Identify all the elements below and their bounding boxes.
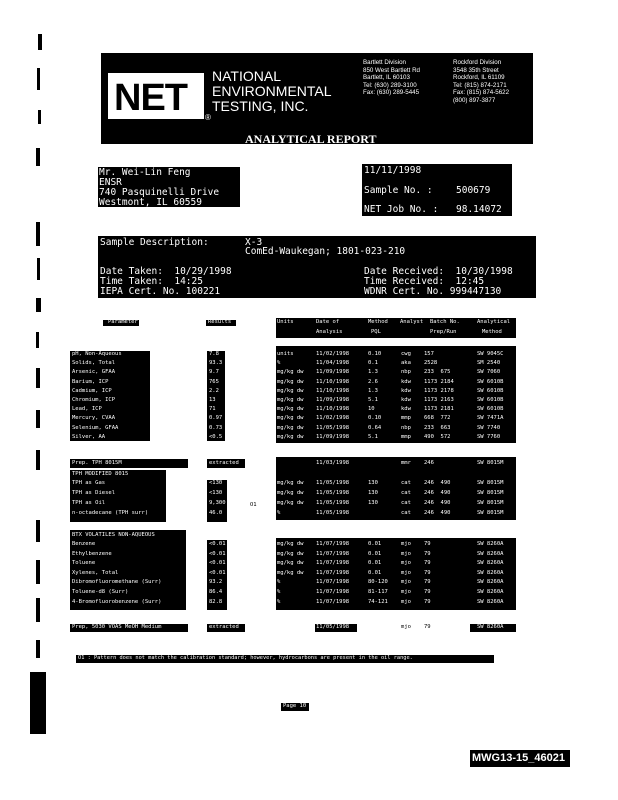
- col-analytical-2: Method: [482, 329, 502, 335]
- letterhead: [101, 53, 533, 144]
- table-cell: mjo: [401, 589, 411, 595]
- table-cell: 11/07/1998: [316, 569, 350, 576]
- table-cell: mg/kg dw: [277, 406, 304, 413]
- table-cell: 11/10/1998: [316, 378, 350, 385]
- table-cell: 0.10: [368, 351, 382, 357]
- table-cell: 2528: [424, 360, 438, 367]
- page-number-box: [281, 703, 309, 711]
- table-cell: 0.1: [368, 360, 378, 367]
- table-cell: 79: [424, 579, 431, 586]
- table-cell: <130: [209, 480, 223, 486]
- table-cell: mg/kg dw: [277, 424, 304, 431]
- table-cell: SW 6010B: [477, 387, 504, 394]
- table-cell: mg/kg dw: [277, 433, 304, 440]
- table-cell: mjo: [401, 560, 411, 567]
- table-cell: Solids, Total: [72, 360, 116, 367]
- table-cell: <130: [209, 490, 223, 496]
- table-cell: units: [277, 351, 294, 357]
- table-cell: 1173 2178: [424, 387, 454, 394]
- col-method: Method: [368, 319, 388, 325]
- table-cell: TPH as Diesel: [72, 490, 116, 496]
- table-cell: SW 8260A: [477, 550, 504, 557]
- table-cell: Prep, 5030 VOAS MeOH Medium: [72, 624, 162, 630]
- page-number: Page 10: [283, 703, 307, 709]
- table-cell: Cadmium, ICP: [72, 387, 112, 394]
- table-cell: Lead, ICP: [72, 406, 102, 413]
- col-batch-2: Prep/Run: [430, 329, 457, 335]
- table-cell: 11/09/1998: [316, 369, 350, 376]
- table-cell: Prep. TPH 8015M: [72, 460, 122, 466]
- table-cell: cat: [401, 510, 411, 516]
- table-cell: 0.73: [209, 424, 223, 431]
- table-cell: 79: [424, 569, 431, 576]
- table-cell: 11/05/1998: [316, 490, 350, 496]
- table-cell: SW 8015M: [477, 500, 504, 506]
- table-cell: Mercury, CVAA: [72, 415, 116, 422]
- table-cell: cwg: [401, 351, 411, 357]
- table-cell: mg/kg dw: [277, 397, 304, 403]
- rockford-division: Rockford Division 3548 35th Street Rockford, IL 61109 Tel: (815) 874-2171 Fax: (815) 874-5622 (800) 897-3877: [453, 59, 510, 104]
- table-cell: kdw: [401, 387, 411, 394]
- footnote-bar: [76, 655, 494, 663]
- table-cell: TPH as Gas: [72, 480, 106, 486]
- net-logo: [108, 73, 204, 119]
- table-cell: 11/09/1998: [316, 397, 350, 403]
- time-received: Time Received: 12:45: [364, 276, 485, 287]
- table-cell: SW 9045C: [477, 351, 504, 357]
- table-cell: SW 7060: [477, 369, 501, 376]
- bartlett-division: Bartlett Division 850 West Bartlett Rd Bartlett, IL 60103 Tel: (630) 289-3100 Fax: (630) 289-5445: [363, 59, 420, 96]
- table-cell: 11/07/1998: [316, 550, 350, 557]
- table-cell: mg/kg dw: [277, 480, 304, 486]
- table-cell: SW 8015M: [477, 490, 504, 496]
- table-cell: 79: [424, 624, 431, 630]
- table-cell: 246 490: [424, 490, 451, 496]
- table-cell: 11/07/1998: [316, 598, 350, 605]
- table-cell: SW 6010B: [477, 406, 504, 413]
- table-cell: 93.3: [209, 360, 223, 367]
- table-cell: 11/10/1998: [316, 406, 350, 413]
- table-cell: kdw: [401, 397, 411, 403]
- table-cell: Dibromofluoromethane (Surr): [72, 579, 162, 586]
- table-cell: Xylenes, Total: [72, 569, 119, 576]
- table-cell: SM 2540: [477, 360, 501, 367]
- table-cell: 11/05/1998: [316, 624, 350, 630]
- table-cell: 11/05/1998: [316, 500, 350, 506]
- job-no: 98.14072: [456, 204, 502, 215]
- table-cell: aka: [401, 360, 411, 367]
- table-cell: 5.1: [368, 397, 378, 403]
- table-cell: 11/07/1998: [316, 589, 350, 595]
- table-cell: TPH as Oil: [72, 500, 106, 506]
- table-cell: Ethylbenzene: [72, 550, 112, 557]
- col-date-2: Analysis: [316, 329, 343, 335]
- time-taken: Time Taken: 14:25: [100, 276, 203, 287]
- table-cell: SW 8015M: [477, 480, 504, 486]
- table-cell: 233 675: [424, 369, 451, 376]
- table-cell: Chromium, ICP: [72, 397, 116, 403]
- table-cell: 74-121: [368, 598, 388, 605]
- voc-group-label: BTX VOLATILES NON-AQUEOUS: [72, 532, 155, 538]
- company-name: NATIONAL ENVIRONMENTAL TESTING, INC.: [212, 68, 332, 114]
- table-cell: 1173 2184: [424, 378, 454, 385]
- table-cell: Barium, ICP: [72, 378, 109, 385]
- table-cell: 11/05/1998: [316, 480, 350, 486]
- col-units: Units: [277, 319, 294, 325]
- table-cell: 5.1: [368, 433, 378, 440]
- table-cell: SW 7740: [477, 424, 501, 431]
- table-cell: SW 8260A: [477, 541, 504, 547]
- table-cell: mg/kg dw: [277, 415, 304, 422]
- table-cell: 1173 2181: [424, 406, 454, 413]
- table-cell: mmp: [401, 415, 411, 422]
- table-cell: nbp: [401, 369, 411, 376]
- table-cell: 157: [424, 351, 434, 357]
- job-no-label: NET Job No. :: [364, 204, 439, 215]
- table-cell: mg/kg dw: [277, 560, 304, 567]
- col-analytical: Analytical: [477, 319, 511, 325]
- table-cell: mjo: [401, 569, 411, 576]
- table-cell: 1.3: [368, 369, 378, 376]
- table-cell: SW 8260A: [477, 589, 504, 595]
- table-cell: 9,300: [209, 500, 226, 506]
- table-cell: SW 8260A: [477, 598, 504, 605]
- table-cell: 11/07/1998: [316, 560, 350, 567]
- table-cell: 0.10: [368, 415, 382, 422]
- table-cell: <0.01: [209, 569, 226, 576]
- table-cell: 79: [424, 598, 431, 605]
- table-cell: 71: [209, 406, 216, 413]
- table-cell: SW 8260A: [477, 560, 504, 567]
- tph-group-label: TPH MODIFIED 8015: [72, 471, 129, 477]
- table-cell: 9.7: [209, 369, 219, 376]
- table-cell: Arsenic, GFAA: [72, 369, 116, 376]
- table-cell: 79: [424, 541, 431, 547]
- table-cell: SW 8260A: [477, 579, 504, 586]
- sample-description-label: Sample Description:: [100, 237, 209, 248]
- col-parameter: Parameter: [108, 319, 138, 325]
- table-cell: 0.97: [209, 415, 223, 422]
- table-cell: 80-120: [368, 579, 388, 586]
- table-cell: 130: [368, 490, 378, 496]
- table-cell: <0.01: [209, 550, 226, 557]
- report-title: ANALYTICAL REPORT: [245, 132, 377, 146]
- table-cell: SW 8015M: [477, 460, 504, 466]
- col-results: Results: [208, 319, 232, 325]
- table-cell: %: [277, 589, 281, 595]
- table-cell: SW 6010B: [477, 397, 504, 403]
- table-cell: 233 663: [424, 424, 451, 431]
- table-cell: mg/kg dw: [277, 369, 304, 376]
- wdnr-cert: WDNR Cert. No. 999447130: [364, 286, 502, 297]
- table-cell: 0.01: [368, 541, 382, 547]
- client-line: Mr. Wei-Lin Feng: [99, 167, 191, 178]
- table-cell: SW 8260A: [477, 624, 504, 630]
- table-cell: 246: [424, 460, 434, 466]
- doc-id-box: [470, 750, 570, 767]
- table-cell: <0.5: [209, 433, 223, 440]
- table-cell: mmp: [401, 433, 411, 440]
- table-cell: %: [277, 579, 281, 586]
- table-cell: 93.2: [209, 579, 223, 586]
- table-cell: 246 490: [424, 510, 451, 516]
- table-cell: 246 490: [424, 480, 451, 486]
- table-cell: mjo: [401, 598, 411, 605]
- table-cell: mmr: [401, 460, 411, 466]
- table-cell: 86.4: [209, 589, 223, 595]
- table-cell: cat: [401, 480, 411, 486]
- sample-description-1: X-3: [245, 237, 263, 248]
- table-cell: mg/kg dw: [277, 378, 304, 385]
- table-cell: Benzene: [72, 541, 96, 547]
- sample-description-2: ComEd-Waukegan; 1801-023-210: [245, 246, 406, 257]
- table-cell: 79: [424, 560, 431, 567]
- table-cell: SW 8260A: [477, 569, 504, 576]
- table-cell: kdw: [401, 406, 411, 413]
- col-batch: Batch No.: [430, 319, 460, 325]
- table-cell: <0.01: [209, 541, 226, 547]
- doc-id: MWG13-15_46021: [472, 752, 565, 764]
- table-cell: 82.8: [209, 598, 223, 605]
- registered-icon: ®: [205, 113, 211, 122]
- table-cell: 11/05/1998: [316, 510, 350, 516]
- table-cell: 81-117: [368, 589, 388, 595]
- table-cell: pH, Non-Aqueous: [72, 351, 122, 357]
- table-cell: 11/07/1998: [316, 579, 350, 586]
- footnote: O1 : Pattern does not match the calibration standard; however, hydrocarbons are present in the oil range.: [78, 655, 413, 661]
- table-cell: 0.64: [368, 424, 382, 431]
- table-cell: kdw: [401, 378, 411, 385]
- table-cell: 11/04/1998: [316, 360, 350, 367]
- table-cell: 0.01: [368, 550, 382, 557]
- table-cell: mg/kg dw: [277, 550, 304, 557]
- table-cell: mjo: [401, 541, 411, 547]
- table-cell: 1.3: [368, 387, 378, 394]
- logo-text: NET: [114, 77, 187, 119]
- table-cell: 668 772: [424, 415, 451, 422]
- client-line: Westmont, IL 60559: [99, 197, 202, 208]
- col-analyst: Analyst: [400, 319, 424, 325]
- client-line: ENSR: [99, 177, 122, 188]
- table-cell: 490 572: [424, 433, 451, 440]
- table-cell: <0.01: [209, 560, 226, 567]
- table-cell: 11/09/1998: [316, 433, 350, 440]
- table-cell: 11/10/1998: [316, 387, 350, 394]
- table-cell: 2.6: [368, 378, 378, 385]
- table-cell: 4-Bromofluorobenzene (Surr): [72, 598, 162, 605]
- table-cell: 0.01: [368, 569, 382, 576]
- date-taken: Date Taken: 10/29/1998: [100, 266, 232, 277]
- iepa-cert: IEPA Cert. No. 100221: [100, 286, 221, 297]
- tph-qualifier: O1: [250, 502, 257, 508]
- table-cell: Silver, AA: [72, 433, 106, 440]
- table-cell: mg/kg dw: [277, 490, 304, 496]
- report-info: [362, 164, 512, 216]
- table-cell: 10: [368, 406, 375, 413]
- table-cell: 13: [209, 397, 216, 403]
- table-cell: 130: [368, 500, 378, 506]
- table-cell: extracted: [209, 624, 239, 630]
- table-cell: n-octadecane (TPH surr): [72, 510, 149, 516]
- table-cell: mg/kg dw: [277, 541, 304, 547]
- table-cell: mg/kg dw: [277, 500, 304, 506]
- table-cell: mg/kg dw: [277, 387, 304, 394]
- table-cell: mg/kg dw: [277, 569, 304, 576]
- table-cell: mjo: [401, 550, 411, 557]
- table-cell: 11/05/1998: [316, 424, 350, 431]
- report-date: 11/11/1998: [364, 165, 422, 176]
- table-cell: nbp: [401, 424, 411, 431]
- table-cell: 11/03/1998: [316, 460, 350, 466]
- table-cell: Selenium, GFAA: [72, 424, 119, 431]
- table-cell: 0.01: [368, 560, 382, 567]
- date-received: Date Received: 10/30/1998: [364, 266, 513, 277]
- table-cell: SW 7471A: [477, 415, 504, 422]
- table-cell: 79: [424, 550, 431, 557]
- sample-no-label: Sample No. :: [364, 185, 433, 196]
- col-pql: PQL: [371, 329, 381, 335]
- table-cell: 11/02/1998: [316, 351, 350, 357]
- table-cell: %: [277, 598, 281, 605]
- table-cell: 46.0: [209, 510, 223, 516]
- table-cell: 130: [368, 480, 378, 486]
- sample-no: 500679: [456, 185, 491, 196]
- table-cell: Toluene-d8 (Surr): [72, 589, 129, 595]
- table-cell: 2.2: [209, 387, 219, 394]
- table-cell: cat: [401, 500, 411, 506]
- table-cell: SW 7760: [477, 433, 501, 440]
- table-cell: 1173 2163: [424, 397, 454, 403]
- client-address: [98, 167, 240, 207]
- table-cell: 7.8: [209, 351, 219, 357]
- sample-block: [98, 236, 536, 298]
- table-cell: mjo: [401, 579, 411, 586]
- table-cell: 11/07/1998: [316, 541, 350, 547]
- table-cell: mjo: [401, 624, 411, 630]
- table-cell: extracted: [209, 460, 239, 466]
- table-cell: %: [277, 510, 281, 516]
- table-cell: %: [277, 360, 281, 367]
- table-cell: 246 490: [424, 500, 451, 506]
- col-date: Date of: [316, 319, 340, 325]
- table-cell: 765: [209, 378, 219, 385]
- table-cell: 11/02/1998: [316, 415, 350, 422]
- table-cell: 79: [424, 589, 431, 595]
- client-line: 740 Pasquinelli Drive: [99, 187, 220, 198]
- table-cell: Toluene: [72, 560, 96, 567]
- table-cell: SW 6010B: [477, 378, 504, 385]
- table-cell: SW 8015M: [477, 510, 504, 516]
- table-cell: cat: [401, 490, 411, 496]
